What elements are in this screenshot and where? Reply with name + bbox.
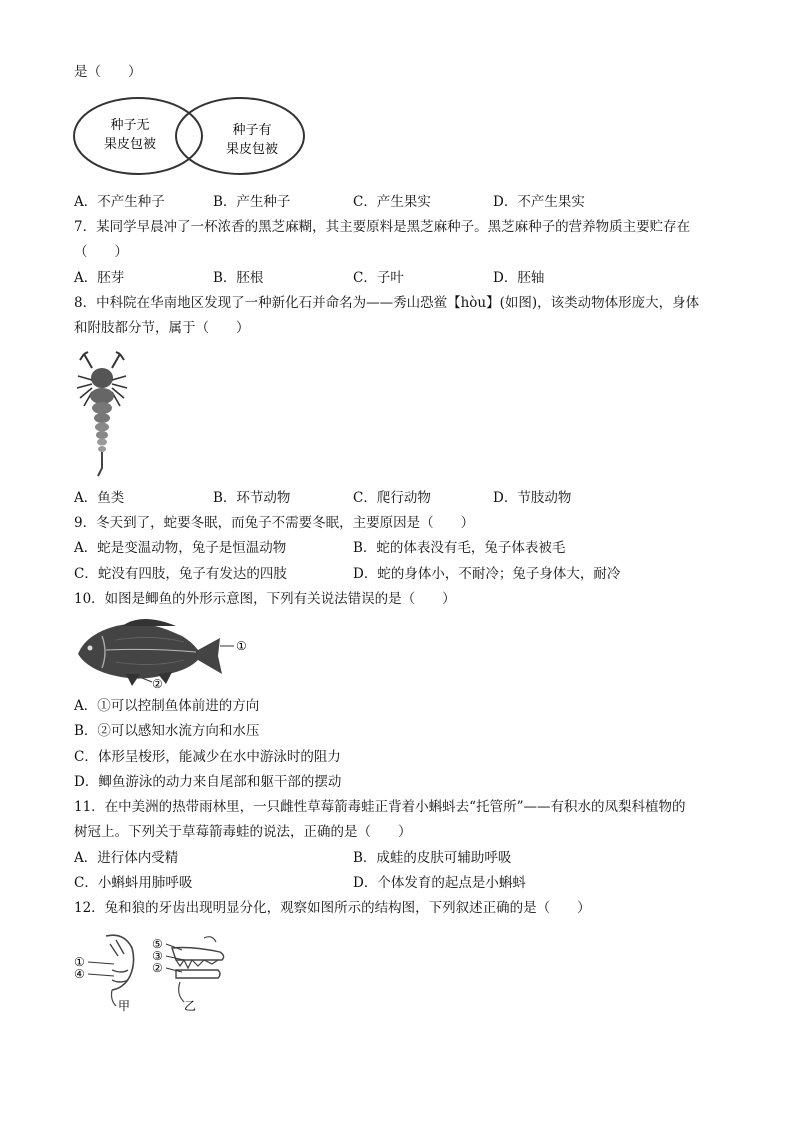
q6-option-c: C．产生果实 <box>353 194 431 210</box>
q8-option-b: B．环节动物 <box>213 490 291 506</box>
q11-option-d: D．个体发育的起点是小蝌蚪 <box>353 875 526 891</box>
jaw-b-caption: 乙 <box>184 999 197 1013</box>
q7-option-c: C．子叶 <box>353 270 404 286</box>
venn-right-line1: 种子有 <box>232 123 272 138</box>
jaw-a-caption: 甲 <box>118 999 131 1013</box>
q6-stem-tail: 是（ ） <box>74 64 142 80</box>
venn-diagram <box>70 92 310 180</box>
venn-right-line2: 果皮包被 <box>225 142 279 157</box>
q8-stem-line1: 8．中科院在华南地区发现了一种新化石并命名为——秀山恐鲎【hòu】(如图)，该类动物体形庞大，身体 <box>74 295 700 311</box>
q10-option-a: A．①可以控制鱼体前进的方向 <box>74 698 260 714</box>
q10-option-d: D．鲫鱼游泳的动力来自尾部和躯干部的摆动 <box>74 774 342 790</box>
jaw-b-label-2: ② <box>152 961 163 975</box>
q9-option-c: C．蛇没有四肢，兔子有发达的四肢 <box>74 566 287 582</box>
q10-option-b: B．②可以感知水流方向和水压 <box>74 723 260 739</box>
jaw-b-label-3: ③ <box>152 949 163 963</box>
q11-option-a: A．进行体内受精 <box>74 850 179 866</box>
q10-stem: 10．如图是鲫鱼的外形示意图，下列有关说法错误的是（ ） <box>74 591 456 607</box>
q8-option-a: A．鱼类 <box>74 490 125 506</box>
fish-label-2: ② <box>152 677 163 691</box>
eurypterid-fossil-illustration <box>74 350 130 478</box>
jaw-b-label-5: ⑤ <box>152 937 163 951</box>
q7-option-d: D．胚轴 <box>493 270 545 286</box>
q9-option-d: D．蛇的身体小，不耐冷；兔子身体大，耐冷 <box>353 566 621 582</box>
q9-stem: 9．冬天到了，蛇要冬眠，而兔子不需要冬眠，主要原因是（ ） <box>74 515 475 531</box>
venn-left-line2: 果皮包被 <box>103 137 157 152</box>
q8-option-c: C．爬行动物 <box>353 490 431 506</box>
q8-option-d: D．节肢动物 <box>493 490 572 506</box>
q6-option-a: A．不产生种子 <box>74 194 165 210</box>
q12-stem: 12．兔和狼的牙齿出现明显分化，观察如图所示的结构图，下列叙述正确的是（ ） <box>74 900 591 916</box>
q11-stem-line1: 11．在中美洲的热带雨林里，一只雌性草莓箭毒蛙正背着小蝌蚪去“托管所”——有积水的凤梨科植物的 <box>74 799 686 815</box>
venn-left-circle <box>74 98 202 174</box>
q9-option-b: B．蛇的体表没有毛，兔子体表被毛 <box>353 540 566 556</box>
jaw-a-label-1: ① <box>74 955 85 969</box>
jaw-a-label-4: ④ <box>74 967 85 981</box>
q7-stem-line1: 7．某同学早晨冲了一杯浓香的黑芝麻糊，其主要原料是黑芝麻种子。黑芝麻种子的营养物质主要贮存在 <box>74 219 691 235</box>
q7-option-a: A．胚芽 <box>74 270 125 286</box>
venn-left-line1: 种子无 <box>110 118 150 133</box>
q6-option-b: B．产生种子 <box>213 194 291 210</box>
q6-option-d: D．不产生果实 <box>493 194 585 210</box>
q8-stem-line2: 和附肢都分节，属于（ ） <box>74 320 250 336</box>
q9-option-a: A．蛇是变温动物，兔子是恒温动物 <box>74 540 287 556</box>
q11-option-b: B．成蛙的皮肤可辅助呼吸 <box>353 850 512 866</box>
q10-option-c: C．体形呈梭形，能减少在水中游泳时的阻力 <box>74 749 341 765</box>
teeth-structure-diagram <box>72 930 232 1014</box>
q7-stem-line2: （ ） <box>74 244 128 260</box>
crucian-carp-illustration <box>72 612 250 692</box>
q11-option-c: C．小蝌蚪用肺呼吸 <box>74 875 193 891</box>
q7-option-b: B．胚根 <box>213 270 264 286</box>
q11-stem-line2: 树冠上。下列关于草莓箭毒蛙的说法，正确的是（ ） <box>74 824 412 840</box>
fish-label-1: ① <box>236 639 247 653</box>
